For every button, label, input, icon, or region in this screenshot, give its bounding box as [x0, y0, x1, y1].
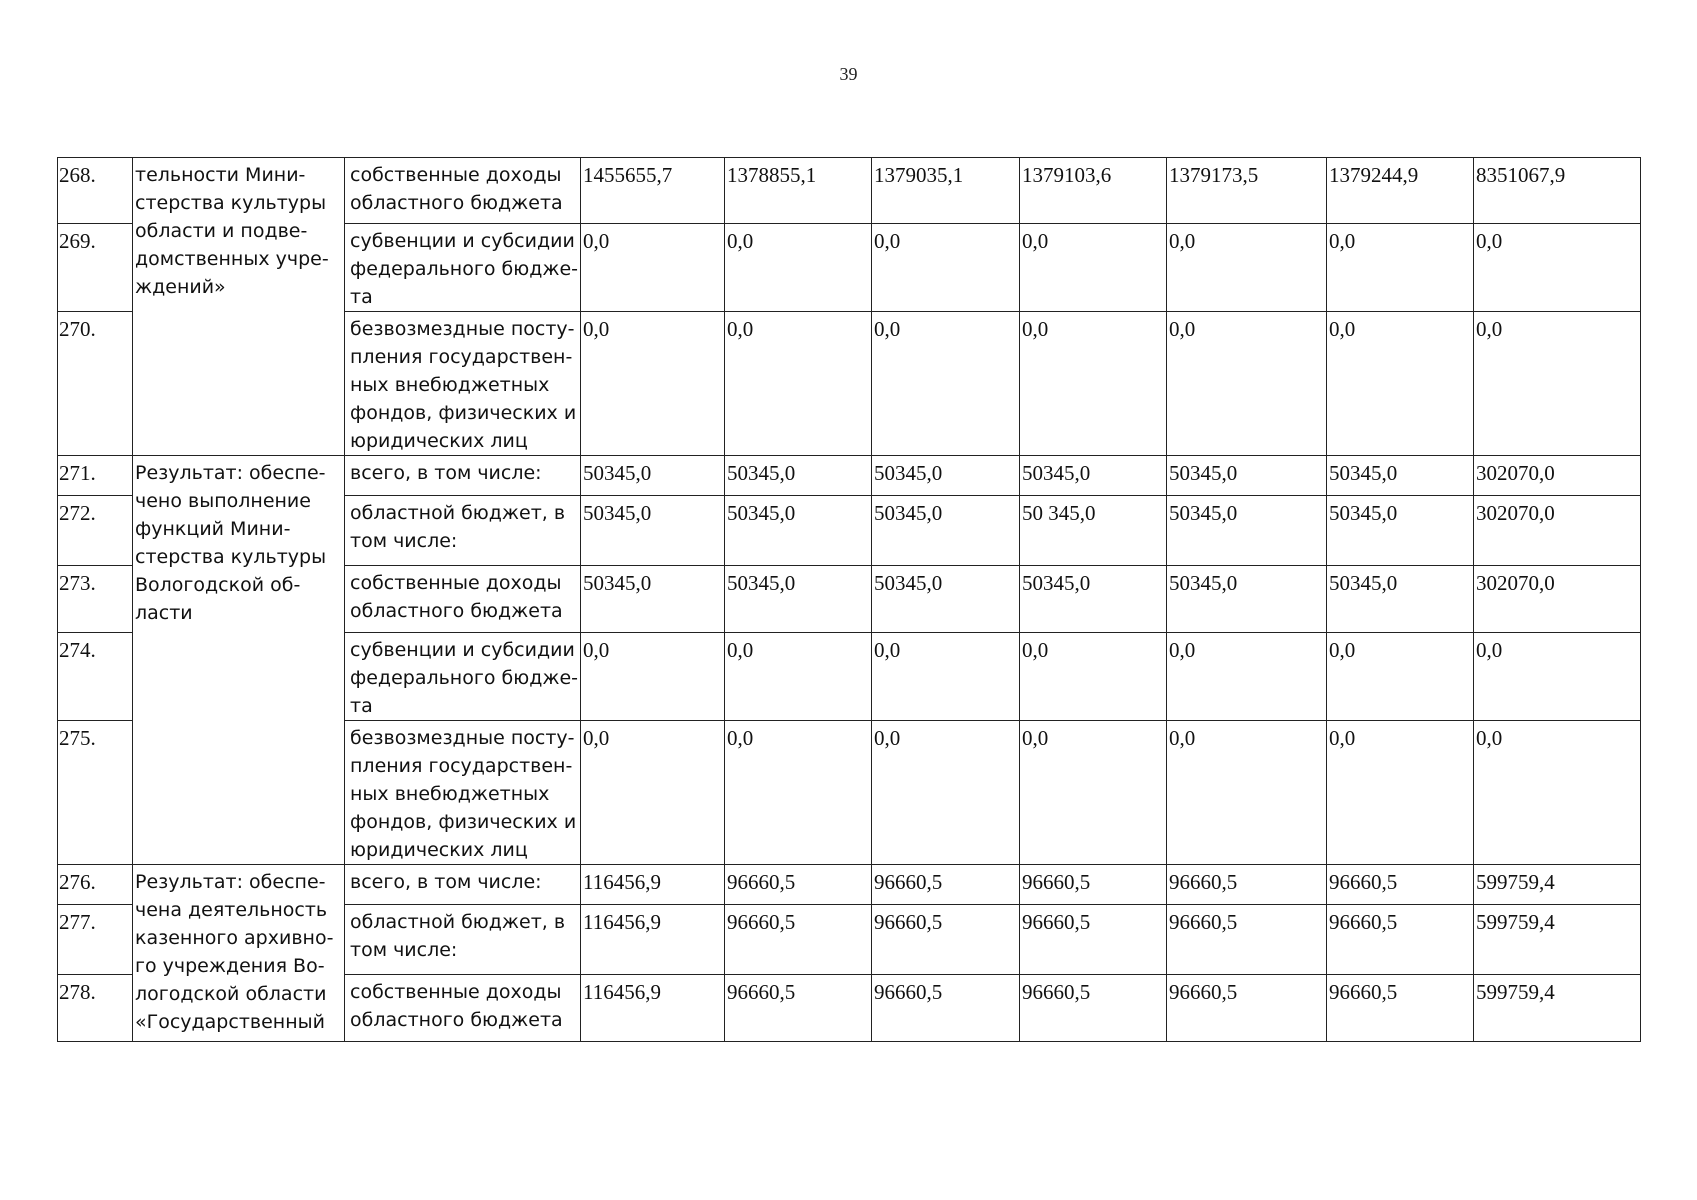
row-number: 269.	[58, 224, 133, 312]
value-cell: 50345,0	[872, 496, 1020, 566]
group-label: Результат: обеспе-чено выполнение функций Мини-стерства культуры Вологодской об-ласти	[133, 456, 345, 865]
row-description: безвозмездные посту-пления государствен-ных внебюджетных фондов, физических и юридических лиц	[345, 721, 581, 865]
row-number: 277.	[58, 905, 133, 975]
value-cell: 96660,5	[1167, 905, 1327, 975]
value-cell: 1379035,1	[872, 158, 1020, 224]
value-cell: 50345,0	[1167, 496, 1327, 566]
value-cell: 302070,0	[1474, 496, 1641, 566]
group-label: тельности Мини-стерства культуры области и подве-домственных учре-ждений»	[133, 158, 345, 456]
value-cell: 50345,0	[725, 566, 872, 633]
value-cell: 96660,5	[1327, 975, 1474, 1042]
budget-table	[57, 157, 1641, 1042]
value-cell: 50345,0	[581, 566, 725, 633]
row-number: 272.	[58, 496, 133, 566]
value-cell: 0,0	[1167, 633, 1327, 721]
value-cell: 96660,5	[872, 905, 1020, 975]
value-cell: 0,0	[1474, 721, 1641, 865]
value-cell: 0,0	[1167, 224, 1327, 312]
row-description: собственные доходы областного бюджета	[345, 975, 581, 1042]
value-cell: 302070,0	[1474, 566, 1641, 633]
table-row	[58, 456, 1641, 496]
value-cell: 0,0	[1167, 312, 1327, 456]
value-cell: 96660,5	[1020, 905, 1167, 975]
value-cell: 0,0	[1474, 312, 1641, 456]
value-cell: 50345,0	[581, 496, 725, 566]
value-cell: 0,0	[1327, 721, 1474, 865]
value-cell: 50345,0	[872, 566, 1020, 633]
value-cell: 0,0	[1020, 312, 1167, 456]
value-cell: 96660,5	[1020, 975, 1167, 1042]
table-row	[58, 865, 1641, 905]
value-cell: 0,0	[725, 312, 872, 456]
table-row	[58, 158, 1641, 224]
value-cell: 0,0	[1327, 224, 1474, 312]
row-description: собственные доходы областного бюджета	[345, 566, 581, 633]
value-cell: 50 345,0	[1020, 496, 1167, 566]
value-cell: 50345,0	[581, 456, 725, 496]
value-cell: 50345,0	[872, 456, 1020, 496]
value-cell: 0,0	[1474, 224, 1641, 312]
value-cell: 0,0	[581, 721, 725, 865]
value-cell: 0,0	[872, 633, 1020, 721]
row-description: безвозмездные посту-пления государствен-ных внебюджетных фондов, физических и юридических лиц	[345, 312, 581, 456]
value-cell: 0,0	[1167, 721, 1327, 865]
value-cell: 0,0	[725, 224, 872, 312]
row-description: областной бюджет, в том числе:	[345, 496, 581, 566]
row-number: 273.	[58, 566, 133, 633]
value-cell: 1379173,5	[1167, 158, 1327, 224]
page-number: 39	[839, 64, 858, 84]
value-cell: 96660,5	[1167, 975, 1327, 1042]
value-cell: 50345,0	[1167, 456, 1327, 496]
value-cell: 50345,0	[725, 496, 872, 566]
row-description: собственные доходы областного бюджета	[345, 158, 581, 224]
row-number: 268.	[58, 158, 133, 224]
row-description: всего, в том числе:	[345, 456, 581, 496]
row-number: 276.	[58, 865, 133, 905]
value-cell: 96660,5	[725, 865, 872, 905]
row-number: 274.	[58, 633, 133, 721]
value-cell: 0,0	[581, 312, 725, 456]
value-cell: 599759,4	[1474, 975, 1641, 1042]
value-cell: 0,0	[872, 224, 1020, 312]
value-cell: 96660,5	[1020, 865, 1167, 905]
value-cell: 116456,9	[581, 975, 725, 1042]
value-cell: 50345,0	[1167, 566, 1327, 633]
row-description: областной бюджет, в том числе:	[345, 905, 581, 975]
value-cell: 0,0	[1327, 312, 1474, 456]
value-cell: 0,0	[1020, 224, 1167, 312]
value-cell: 8351067,9	[1474, 158, 1641, 224]
value-cell: 50345,0	[1020, 456, 1167, 496]
value-cell: 50345,0	[1327, 456, 1474, 496]
value-cell: 0,0	[1020, 633, 1167, 721]
value-cell: 96660,5	[872, 975, 1020, 1042]
value-cell: 50345,0	[1327, 566, 1474, 633]
row-number: 275.	[58, 721, 133, 865]
value-cell: 0,0	[581, 224, 725, 312]
group-label: Результат: обеспе-чена деятельность казенного архивно-го учреждения Во-логодской области «Государственный	[133, 865, 345, 1042]
row-description: всего, в том числе:	[345, 865, 581, 905]
value-cell: 1455655,7	[581, 158, 725, 224]
value-cell: 116456,9	[581, 905, 725, 975]
value-cell: 96660,5	[1327, 865, 1474, 905]
value-cell: 0,0	[1327, 633, 1474, 721]
value-cell: 1378855,1	[725, 158, 872, 224]
value-cell: 1379103,6	[1020, 158, 1167, 224]
row-description: субвенции и субсидии федерального бюдже-та	[345, 633, 581, 721]
value-cell: 0,0	[581, 633, 725, 721]
value-cell: 1379244,9	[1327, 158, 1474, 224]
value-cell: 50345,0	[1327, 496, 1474, 566]
value-cell: 0,0	[1474, 633, 1641, 721]
value-cell: 0,0	[725, 721, 872, 865]
value-cell: 0,0	[872, 721, 1020, 865]
value-cell: 0,0	[1020, 721, 1167, 865]
value-cell: 599759,4	[1474, 865, 1641, 905]
value-cell: 302070,0	[1474, 456, 1641, 496]
row-number: 271.	[58, 456, 133, 496]
value-cell: 50345,0	[1020, 566, 1167, 633]
row-number: 270.	[58, 312, 133, 456]
row-description: субвенции и субсидии федерального бюдже-та	[345, 224, 581, 312]
value-cell: 50345,0	[725, 456, 872, 496]
value-cell: 599759,4	[1474, 905, 1641, 975]
value-cell: 116456,9	[581, 865, 725, 905]
value-cell: 96660,5	[725, 905, 872, 975]
value-cell: 96660,5	[1167, 865, 1327, 905]
row-number: 278.	[58, 975, 133, 1042]
value-cell: 96660,5	[725, 975, 872, 1042]
value-cell: 0,0	[872, 312, 1020, 456]
value-cell: 0,0	[725, 633, 872, 721]
value-cell: 96660,5	[872, 865, 1020, 905]
value-cell: 96660,5	[1327, 905, 1474, 975]
